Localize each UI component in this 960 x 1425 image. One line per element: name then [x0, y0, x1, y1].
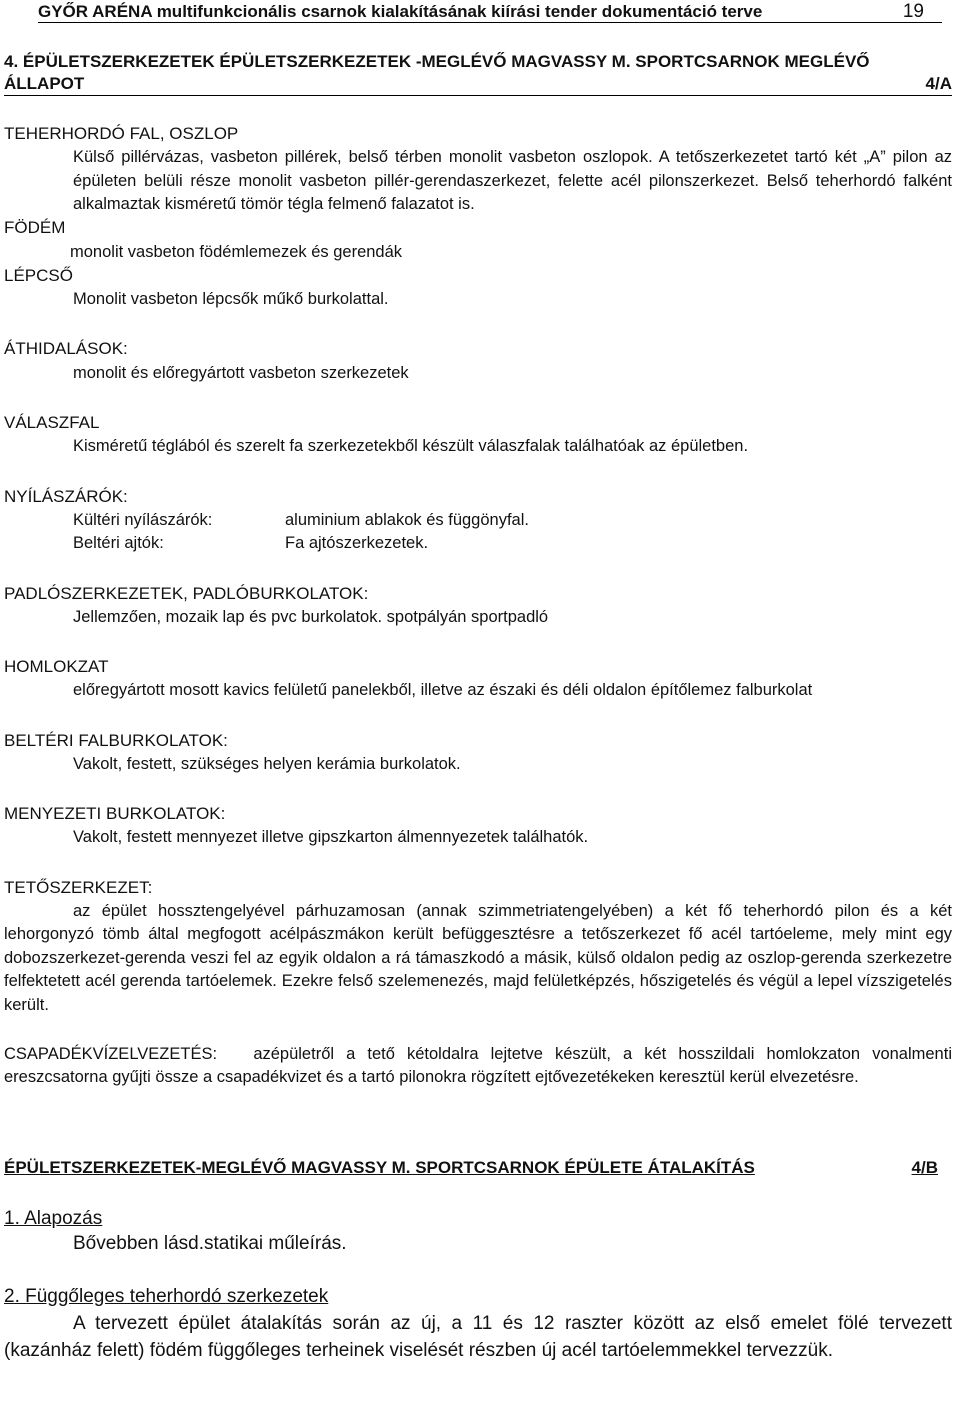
item2-text: A tervezett épület átalakítás során az új, a 11 és 12 raszter között az első emelet fölé tervezett (kazánház felett) födém függőleges terheinek viselését részben új acél tartóelemmekkel tervezzük. — [4, 1312, 952, 1361]
section-4b-heading: ÉPÜLETSZERKEZETEK-MEGLÉVŐ MAGVASSY M. SPORTCSARNOK ÉPÜLETE ÁTALAKÍTÁS — [4, 1157, 755, 1177]
page-header — [38, 0, 942, 23]
athidalasok-text: monolit és előregyártott vasbeton szerkezetek — [73, 363, 409, 382]
section-4a-code: 4/A — [925, 74, 952, 93]
menyezeti-label: MENYEZETI BURKOLATOK: — [4, 804, 226, 824]
valaszfal-label: VÁLASZFAL — [4, 413, 100, 433]
fodem-text: monolit vasbeton födémlemezek és gerendák — [70, 242, 403, 261]
belteri-value: Fa ajtószerkezetek. — [285, 534, 429, 553]
section-4a-line1: 4. ÉPÜLETSZERKEZETEK ÉPÜLETSZERKEZETEK -MEGLÉVŐ MAGVASSY M. SPORTCSARNOK MEGLÉVŐ — [4, 52, 870, 71]
section-4b-code: 4/B — [911, 1157, 938, 1177]
belteri-key: Beltéri ajtók: — [73, 534, 164, 553]
item2-title: 2. Függőleges teherhordó szerkezetek — [4, 1285, 329, 1307]
csapadek-paragraph — [4, 1043, 952, 1090]
csapadek-text: azépületről a tető kétoldalra lejtetve készült, a két hosszildali homlokzaton vonalmenti ereszcsatorna gyűjti össze a csapadékvizet és a tartó pilonokra rögzített ejtővezetékeken keresztül kerül elvezetésre. — [4, 1044, 952, 1087]
nyilaszarok-label: NYÍLÁSZÁRÓK: — [4, 486, 128, 506]
homlokzat-text: előregyártott mosott kavics felületű panelekből, illetve az északi és déli oldalon építőlemez falburkolat — [73, 681, 813, 700]
lepcso-label: LÉPCSŐ — [4, 265, 73, 285]
page-number: 19 — [902, 1, 924, 22]
kulteri-key: Kültéri nyílászárók: — [73, 510, 213, 529]
section-4a-title — [4, 51, 952, 96]
belteri-row — [73, 532, 952, 555]
menyezeti-text: Vakolt, festett mennyezet illetve gipszkarton álmennyezetek találhatók. — [73, 828, 589, 847]
padlo-text: Jellemzően, mozaik lap és pvc burkolatok. spotpályán sportpadló — [73, 607, 549, 626]
section-4b-title — [4, 1156, 952, 1180]
kulteri-value: aluminium ablakok és függönyfal. — [285, 510, 529, 529]
kulteri-row — [73, 509, 952, 532]
teto-text: az épület hossztengelyével párhuzamosan (annak szimmetriatengelyében) a két fő teherhordó pilon és a két lehorgonyzó tömb által megfogott acélpászmákon került befüggesztésre a tetőszerkezet fő acél tartóeleme, mely mint egy dobozszerkezet-gerenda veszi fel az egyik oldalon a rá támaszkodó a másik, külső oldalon pedig az oszlop-gerenda szerkezetre felfektetett acél gerenda tartóelemek. Ezekre felső szelemenezés, majd felületképzés, hőszigetelés és végül a lepel vízszigetelés került. — [4, 901, 952, 1014]
header-title: GYŐR ARÉNA multifunkcionális csarnok kialakításának kiírási tender dokumentáció terve — [38, 2, 763, 21]
homlokzat-label: HOMLOKZAT — [4, 657, 109, 677]
teto-label: TETŐSZERKEZET: — [4, 877, 153, 897]
lepcso-text: Monolit vasbeton lépcsők műkő burkolattal. — [73, 290, 389, 309]
item1-text: Bővebben lásd.statikai műleírás. — [73, 1232, 347, 1254]
teherhordo-label: TEHERHORDÓ FAL, OSZLOP — [4, 124, 239, 143]
section-4a-line2: ÁLLAPOT — [4, 74, 85, 93]
csapadek-label: CSAPADÉKVÍZELVEZETÉS: — [4, 1044, 218, 1063]
fodem-label: FÖDÉM — [4, 218, 66, 238]
belteri-falburkolat-label: BELTÉRI FALBURKOLATOK: — [4, 730, 228, 750]
valaszfal-text: Kisméretű téglából és szerelt fa szerkezetekből készült válaszfalak találhatóak az épületben. — [73, 437, 749, 456]
belteri-falburkolat-text: Vakolt, festett, szükséges helyen kerámia burkolatok. — [73, 754, 461, 773]
athidalasok-label: ÁTHIDALÁSOK: — [4, 339, 128, 359]
item1-title: 1. Alapozás — [4, 1207, 103, 1229]
teherhordo-text: Külső pillérvázas, vasbeton pillérek, belső térben monolit vasbeton oszlopok. A tetőszerkezetet tartó két „A” pilon az épületen belüli része monolit vasbeton pillér-gerendaszerkezet, felette acél pilonszerkezet. Belső teherhordó falként alkalmaztak kisméretű tömör tégla felmenő falazatot is. — [73, 148, 952, 213]
padlo-label: PADLÓSZERKEZETEK, PADLÓBURKOLATOK: — [4, 583, 369, 603]
